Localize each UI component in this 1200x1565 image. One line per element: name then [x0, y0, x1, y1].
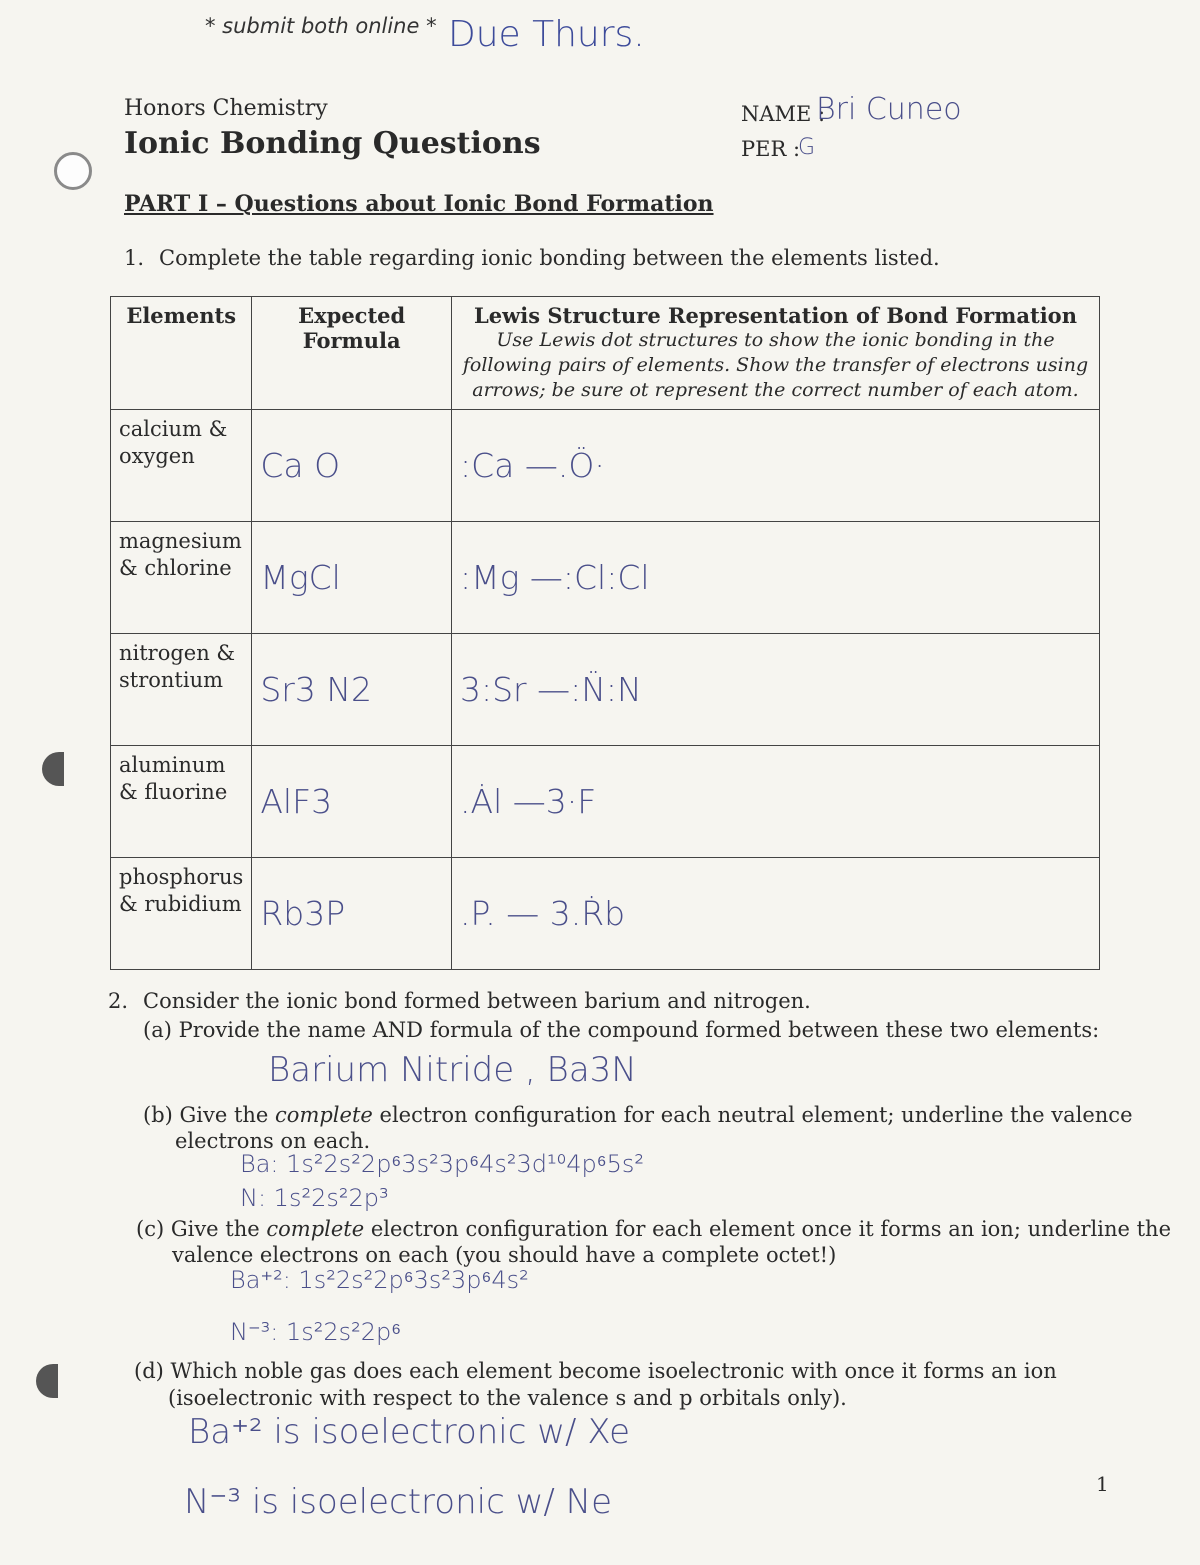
q1-number: 1.	[124, 246, 145, 270]
name-label: NAME :	[741, 102, 826, 126]
page-title: Ionic Bonding Questions	[124, 126, 541, 161]
top-note: * submit both online *	[205, 14, 437, 38]
q2-text: Consider the ionic bond formed between barium and nitrogen.	[143, 989, 811, 1013]
q2c-answer-n: N⁻³: 1s²2s²2p⁶	[230, 1318, 402, 1346]
q2d-answer-n: N⁻³ is isoelectronic w/ Ne	[184, 1482, 613, 1522]
q2a-answer: Barium Nitride , Ba3N	[268, 1050, 637, 1090]
table-row	[111, 858, 1100, 970]
q2c-text	[136, 1216, 1171, 1243]
q2d-text-continued: (isoelectronic with respect to the valence s and p orbitals only).	[168, 1386, 847, 1410]
q2c-text-part2: electron configuration for each element once it forms an ion; underline the	[370, 1217, 1171, 1241]
q2b-text-emphasis: complete	[275, 1103, 373, 1127]
row-lewis: :Mg —:Cl:Cl	[452, 522, 1100, 634]
row-elements: nitrogen & strontium	[111, 634, 252, 746]
per-value: G	[798, 135, 816, 160]
row-formula: MgCl	[252, 522, 452, 634]
q2-number: 2.	[108, 989, 129, 1013]
q2c-answer-ba: Ba⁺²: 1s²2s²2p⁶3s²3p⁶4s²	[230, 1266, 529, 1294]
q2c-text-part1: (c) Give the	[136, 1217, 260, 1241]
q1-text: Complete the table regarding ionic bonding between the elements listed.	[159, 246, 940, 270]
row-lewis: .Ȧl —3·F	[452, 746, 1100, 858]
row-lewis: .P. — 3.Ṙb	[452, 858, 1100, 970]
q2c-text-emphasis: complete	[266, 1217, 365, 1241]
header-lewis-title: Lewis Structure Representation of Bond Formation	[474, 303, 1077, 328]
header-lewis-instructions: Use Lewis dot structures to show the ionic bonding in the following pairs of elements. Show the transfer of electrons using arrows; be sure ot represent the correct number of each atom.	[462, 329, 1089, 401]
row-formula: Ca O	[252, 410, 452, 522]
row-elements: magnesium & chlorine	[111, 522, 252, 634]
q2d-text: (d) Which noble gas does each element become isoelectronic with once it forms an ion	[134, 1359, 1057, 1383]
q2b-answer-n: N: 1s²2s²2p³	[240, 1184, 389, 1212]
punch-hole-top	[54, 152, 92, 190]
table-row	[111, 410, 1100, 522]
punch-hole-middle	[42, 752, 64, 786]
table-row	[111, 634, 1100, 746]
row-elements: aluminum & fluorine	[111, 746, 252, 858]
q2d-answer-ba: Ba⁺² is isoelectronic w/ Xe	[188, 1412, 630, 1452]
header-formula: Expected Formula	[252, 297, 452, 410]
ionic-bonding-table	[110, 296, 1100, 970]
q2b-text-part2: electron configuration for each neutral element; underline the valence	[379, 1103, 1133, 1127]
row-formula: AlF3	[252, 746, 452, 858]
name-value: Bri Cuneo	[816, 92, 962, 127]
q2b-text-part1: (b) Give the	[143, 1103, 269, 1127]
q2a-text: (a) Provide the name AND formula of the compound formed between these two elements:	[143, 1018, 1100, 1042]
row-formula: Sr3 N2	[252, 634, 452, 746]
row-elements: phosphorus & rubidium	[111, 858, 252, 970]
row-elements: calcium & oxygen	[111, 410, 252, 522]
row-lewis: :Ca —.Ö·	[452, 410, 1100, 522]
per-label: PER :	[741, 137, 801, 161]
row-formula: Rb3P	[252, 858, 452, 970]
due-note: Due Thurs.	[448, 14, 645, 55]
course-name: Honors Chemistry	[124, 96, 328, 121]
header-lewis	[452, 297, 1100, 410]
q2c-text-continued: valence electrons on each (you should have a complete octet!)	[172, 1243, 837, 1267]
q2b-text	[143, 1102, 1133, 1129]
page-number: 1	[1096, 1472, 1109, 1496]
table-row	[111, 522, 1100, 634]
punch-hole-bottom	[36, 1364, 58, 1398]
table-row	[111, 746, 1100, 858]
q2b-text-continued: electrons on each.	[175, 1129, 371, 1153]
row-lewis: 3:Sr —:N̈:N	[452, 634, 1100, 746]
q2b-answer-ba: Ba: 1s²2s²2p⁶3s²3p⁶4s²3d¹⁰4p⁶5s²	[240, 1150, 645, 1178]
part1-heading: PART I – Questions about Ionic Bond Formation	[124, 191, 714, 217]
header-elements: Elements	[111, 297, 252, 410]
